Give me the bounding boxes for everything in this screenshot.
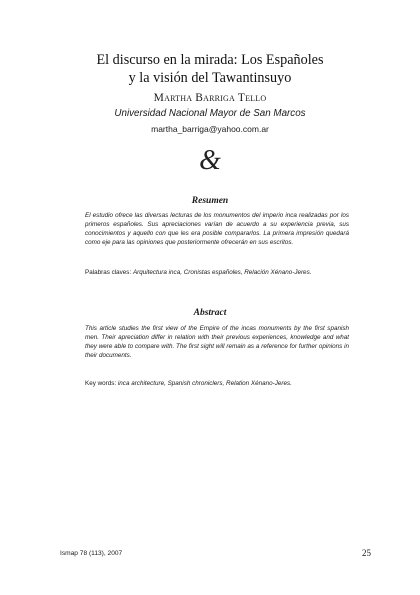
article-title-line-1: El discurso en la mirada: Los Españoles [96, 52, 324, 68]
ampersand-ornament-icon: & [199, 145, 221, 176]
article-title [60, 51, 360, 87]
resumen-keywords-label: Palabras claves: [85, 269, 132, 276]
author-affiliation: Universidad Nacional Mayor de San Marcos [114, 108, 306, 119]
author-email: martha_barriga@yahoo.com.ar [151, 124, 269, 134]
abstract-keywords-text: inca architecture, Spanish chroniclers, Relation Xénano-Jeres. [117, 380, 292, 387]
author-name: Martha Barriga Tello [153, 92, 267, 104]
abstract-keywords [85, 379, 349, 388]
resumen-keywords [85, 268, 349, 277]
article-title-line-2: y la visión del Tawantinsuyo [128, 70, 292, 86]
resumen-heading: Resumen [191, 196, 229, 206]
page-number: 25 [362, 548, 371, 558]
abstract-heading: Abstract [193, 308, 227, 318]
abstract-body: This article studies the first view of the Empire of the incas monuments by the first spanish men. Their apreciation differ in relation with their previous experiences, knowledge and what they were able to compare with. The first sight will remain as a reference for further opinions in their documents. [85, 325, 349, 360]
journal-citation: Ismap 78 (113), 2007 [60, 550, 123, 557]
abstract-keywords-label: Key words: [85, 380, 117, 387]
resumen-keywords-text: Arquitectura inca, Cronistas españoles, Relación Xénano-Jeres. [132, 269, 312, 276]
resumen-body: El estudio ofrece las diversas lecturas de los monumentos del imperio inca realizadas por los primeros españoles. Sus apreciaciones varían de acuerdo a su experiencia previa, sus conocimientos y aquello con que les era posible compararlos. La primera impresión quedará como eje para las opiniones que posteriormente ofrecerán en sus escritos. [85, 212, 349, 247]
